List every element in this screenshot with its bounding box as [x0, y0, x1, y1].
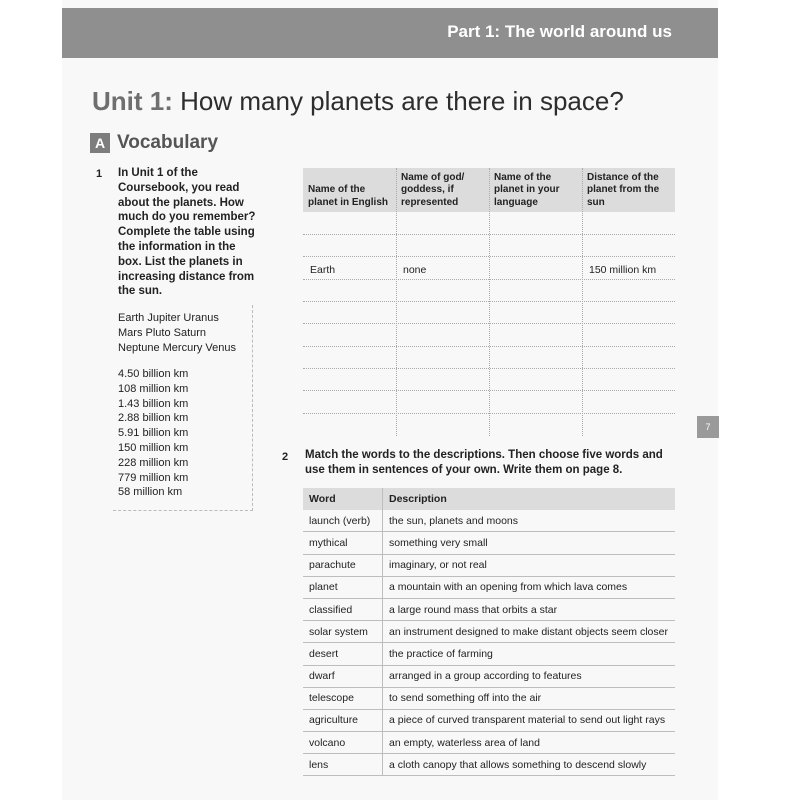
planet-table [303, 168, 675, 436]
distance-item: 108 million km [118, 382, 189, 395]
description-cell: imaginary, or not real [389, 559, 487, 572]
table-row [303, 621, 675, 643]
description-cell: the practice of farming [389, 647, 493, 660]
word-cell: planet [303, 577, 383, 598]
distance-item: 58 million km [118, 486, 183, 499]
table-row [303, 599, 675, 621]
table-row [303, 555, 675, 577]
description-cell: a large round mass that orbits a star [389, 603, 558, 616]
distance-item: 2.88 billion km [118, 412, 189, 425]
description-header: Description [389, 493, 447, 506]
table-row [303, 532, 675, 554]
distance-item: 5.91 billion km [118, 427, 189, 440]
table-row-line [303, 368, 675, 369]
description-cell: something very small [389, 536, 488, 549]
table-row [303, 510, 675, 532]
table-row-line [303, 323, 675, 324]
description-cell: a piece of curved transparent material to send out light rays [389, 714, 666, 727]
table-divider [582, 168, 583, 436]
distance-cell: 150 million km [589, 264, 657, 276]
word-cell: classified [303, 599, 383, 620]
planet-word-list [118, 311, 248, 356]
word-cell: mythical [303, 532, 383, 553]
god-name-cell: none [403, 264, 427, 276]
part-banner [62, 8, 718, 58]
distance-item: 779 million km [118, 471, 189, 484]
planet-name-cell: Earth [310, 264, 336, 276]
table-row-line [303, 256, 675, 257]
word-cell: launch (verb) [303, 510, 383, 531]
info-box [113, 305, 253, 511]
word-cell: telescope [303, 688, 383, 709]
planet-table-header-cell: Distance of the planet from the sun [582, 168, 675, 212]
distance-item: 1.43 billion km [118, 397, 189, 410]
distance-item: 150 million km [118, 441, 189, 454]
page-number-tab: 7 [697, 416, 719, 438]
description-cell: a mountain with an opening from which lava comes [389, 581, 628, 594]
match-table [303, 488, 675, 776]
question-1-number: 1 [96, 168, 103, 180]
description-cell: to send something off into the air [389, 692, 542, 705]
table-row [303, 577, 675, 599]
table-row-line [303, 279, 675, 280]
description-cell: an empty, waterless area of land [389, 736, 540, 749]
distance-item: 4.50 billion km [118, 368, 189, 380]
table-divider [489, 168, 490, 436]
word-cell: solar system [303, 621, 383, 642]
table-row [303, 666, 675, 688]
table-row [303, 710, 675, 732]
table-row-line [303, 413, 675, 414]
planet-words-line: Neptune Mercury Venus [118, 342, 237, 354]
table-row [303, 643, 675, 665]
planet-words-line: Earth Jupiter Uranus [118, 312, 219, 324]
planet-table-header-cell: Name of god/ goddess, if represented [396, 168, 489, 212]
unit-label: Unit 1: [92, 86, 173, 116]
word-cell: lens [303, 754, 383, 775]
table-row-line [303, 234, 675, 235]
word-cell: volcano [303, 732, 383, 753]
section-heading [90, 132, 218, 154]
question-2-number: 2 [282, 451, 289, 463]
word-cell: parachute [303, 555, 383, 576]
word-header: Word [303, 488, 383, 510]
description-cell: a cloth canopy that allows something to descend slowly [389, 758, 647, 771]
planet-words-line: Mars Pluto Saturn [118, 327, 207, 339]
distance-list [118, 367, 188, 500]
word-cell: agriculture [303, 710, 383, 731]
table-row-line [303, 346, 675, 347]
description-cell: the sun, planets and moons [389, 514, 519, 527]
distance-item: 228 million km [118, 456, 189, 469]
description-cell: arranged in a group according to features [389, 670, 582, 683]
section-label: Vocabulary [117, 132, 219, 153]
planet-table-header-cell: Name of the planet in English [303, 168, 396, 212]
word-cell: desert [303, 643, 383, 664]
table-row [303, 688, 675, 710]
unit-title: How many planets are there in space? [180, 86, 624, 116]
table-row-line [303, 390, 675, 391]
table-divider [396, 168, 397, 436]
word-cell: dwarf [303, 666, 383, 687]
section-badge: A [90, 133, 110, 153]
unit-heading [92, 86, 624, 117]
table-row-line [303, 301, 675, 302]
table-row [303, 754, 675, 776]
planet-table-header-cell: Name of the planet in your language [489, 168, 582, 212]
question-1-text: In Unit 1 of the Coursebook, you read about the planets. How much do you remember? Complete the table using the information in the box. List the planets in increasing distance from the sun. [118, 167, 256, 298]
part-title: Part 1: The world around us [447, 22, 672, 41]
match-table-header [303, 488, 675, 510]
description-cell: an instrument designed to make distant objects seem closer [389, 625, 668, 638]
question-2-text: Match the words to the descriptions. Then choose five words and use them in sentences of your own. Write them on page 8. [305, 449, 663, 476]
table-row [303, 732, 675, 754]
